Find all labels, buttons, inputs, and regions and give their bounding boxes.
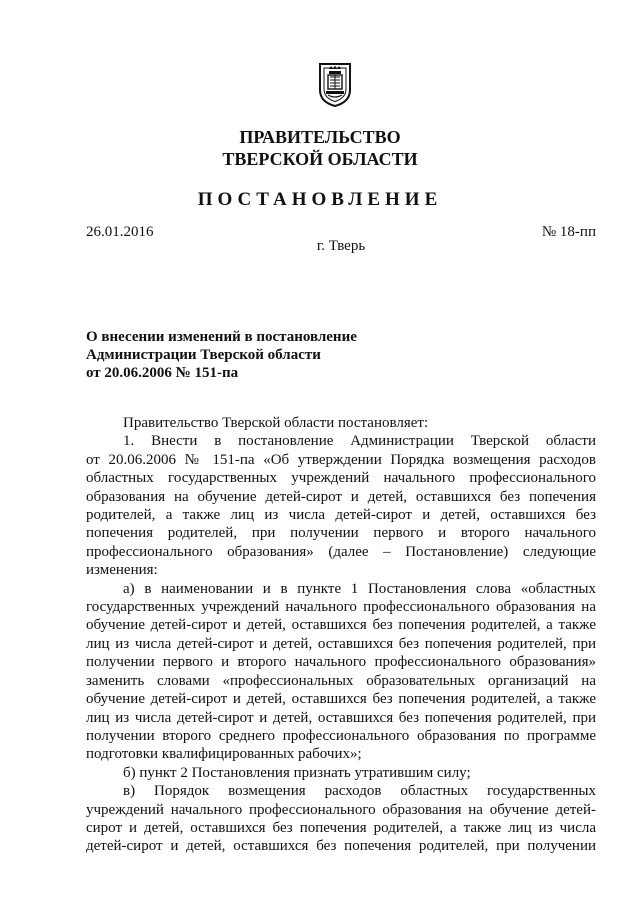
body-line: обучение детей-сирот и детей, оставшихся без попечения родителей, а также	[86, 691, 596, 708]
org-name-line-2: ТВЕРСКОЙ ОБЛАСТИ	[222, 149, 418, 169]
body-line: лиц из числа детей-сирот и детей, оставшихся без попечения родителей, при	[86, 635, 596, 652]
body-line: сирот и детей, оставшихся без попечения родителей, а также лиц из числа	[86, 819, 596, 836]
body-line: подготовки квалифицированных рабочих»;	[86, 746, 362, 763]
body-line: попечения родителей, при получении первого и второго начального	[86, 525, 596, 542]
body-line: областных государственных учреждений начального профессионального	[86, 470, 596, 487]
body-line: образования на обучение детей-сирот и детей, оставшихся без попечения	[86, 488, 596, 505]
body-line: от 20.06.2006 № 151-па «Об утверждении Порядка возмещения расходов	[86, 451, 596, 468]
body-line: б) пункт 2 Постановления признать утратившим силу;	[123, 764, 471, 781]
body-line: получении второго среднего профессионального образования по программе	[86, 727, 596, 744]
title-line: О внесении изменений в постановление	[86, 329, 357, 345]
coat-of-arms-icon	[318, 62, 352, 108]
body-line: заменить словами «профессиональных образовательных организаций на	[86, 672, 596, 689]
body-line: 1. Внести в постановление Администрации Тверской области	[123, 433, 596, 450]
document-body	[86, 414, 596, 856]
document-date: 26.01.2016	[86, 224, 154, 240]
title-line: Администрации Тверской области	[86, 347, 321, 363]
body-line: в) Порядок возмещения расходов областных государственных	[123, 783, 596, 800]
org-name-line-1: ПРАВИТЕЛЬСТВО	[239, 127, 401, 147]
body-line: учреждений начального профессионального образования на обучение детей-	[86, 801, 596, 818]
body-line: а) в наименовании и в пункте 1 Постановления слова «областных	[123, 580, 596, 597]
body-line: профессионального образования» (далее – Постановление) следующие	[86, 543, 596, 560]
title-line: от 20.06.2006 № 151-па	[86, 365, 239, 381]
body-line: лиц из числа детей-сирот и детей, оставшихся без попечения родителей, при	[86, 709, 596, 726]
document-type: ПОСТАНОВЛЕНИЕ	[197, 189, 443, 210]
intro-line: Правительство Тверской области постановляет:	[123, 415, 429, 431]
body-line: детей-сирот и детей, оставшихся без попечения родителей, при получении	[86, 838, 596, 855]
body-line: родителей, а также лиц из числа детей-сирот и детей, оставшихся без	[86, 507, 596, 524]
body-line: получении первого и второго начального профессионального образования»	[86, 654, 596, 671]
document-number: № 18-пп	[541, 224, 596, 240]
body-line: государственных учреждений начального профессионального образования на	[86, 599, 596, 616]
document-city: г. Тверь	[316, 238, 366, 254]
document-title	[86, 328, 357, 382]
body-line: обучение детей-сирот и детей, оставшихся без попечения родителей, а также	[86, 617, 596, 634]
body-line: изменения:	[86, 562, 158, 579]
